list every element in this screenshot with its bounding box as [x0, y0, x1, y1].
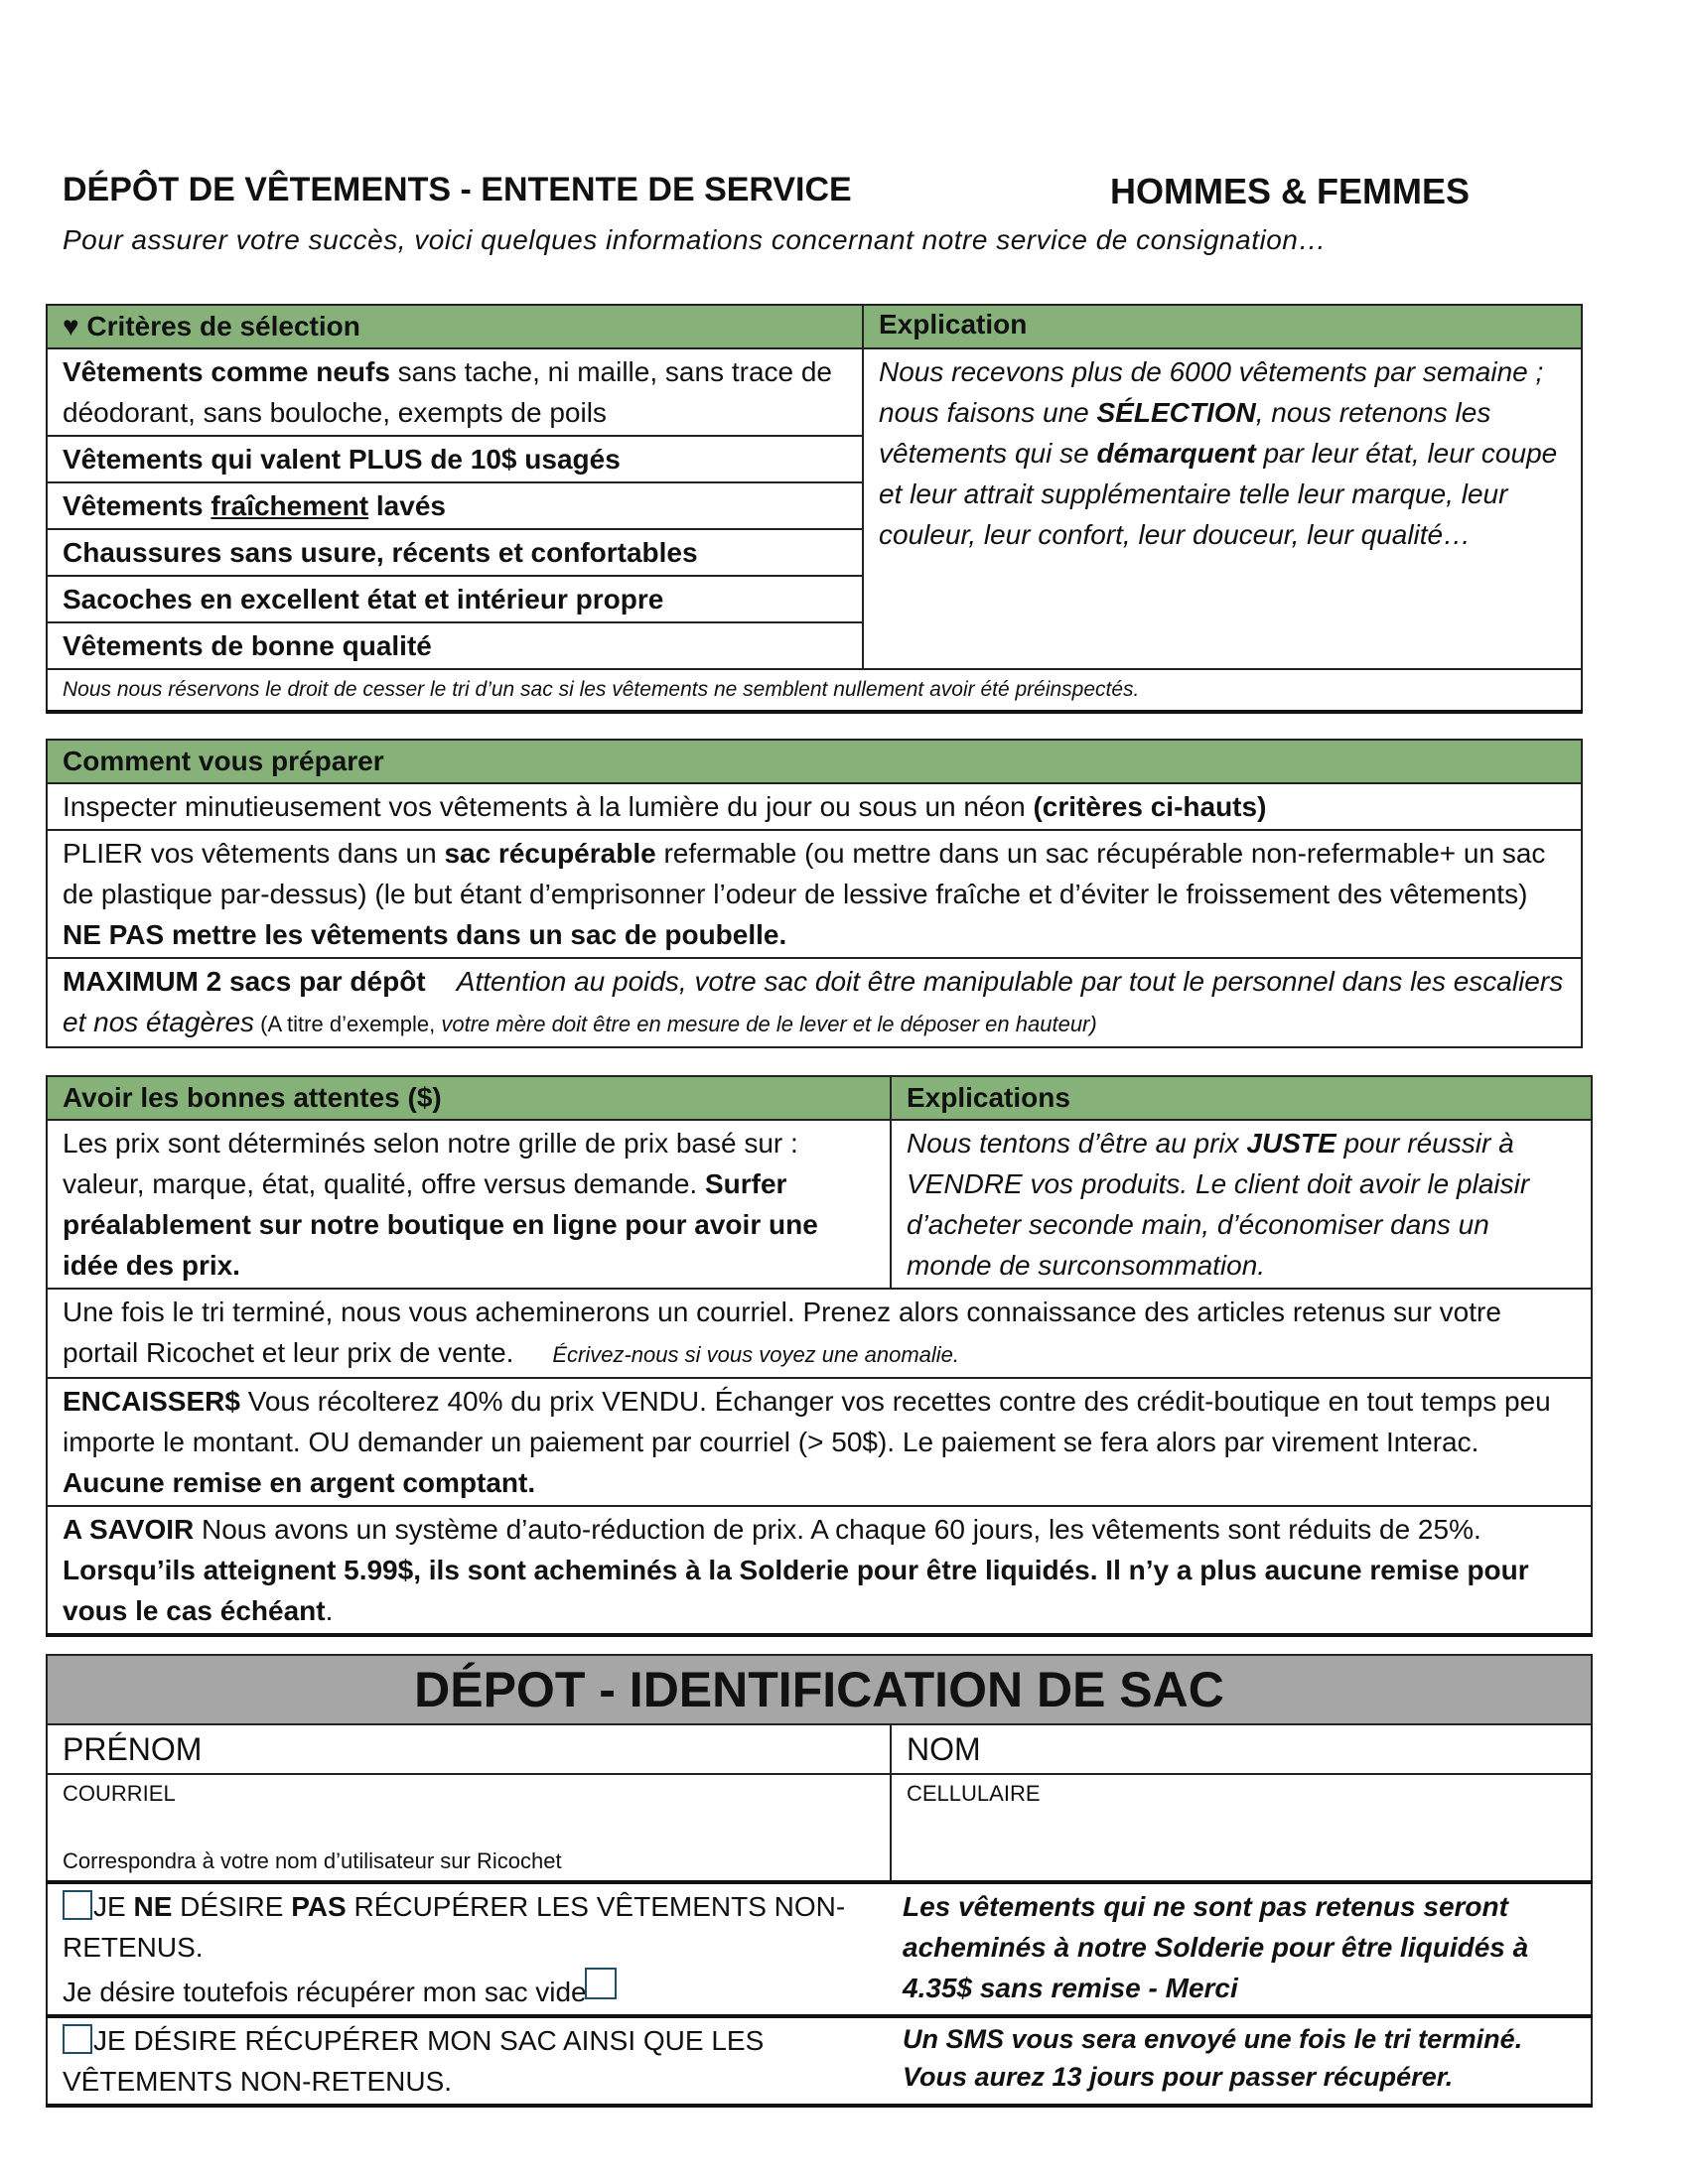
cash-out-row: ENCAISSER$ Vous récolterez 40% du prix VENDU. Échanger vos recettes contre des crédit-boutique en tout temps peu importe le montant. OU demander un paiement par courriel (> 50$). Le paiement se fera alors par virement Interac. Aucune remise en argent comptant.	[47, 1378, 1592, 1506]
preparation-row: MAXIMUM 2 sacs par dépôt Attention au poids, votre sac doit être manipulable par tout le personnel dans les escaliers et nos étagères (A titre d’exemple, votre mère doit être en mesure de le lever et le déposer en hauteur)	[47, 958, 1582, 1047]
email-field[interactable]	[47, 1774, 891, 1882]
criteria-row: Vêtements de bonne qualité	[47, 622, 863, 669]
criteria-footnote: Nous nous réservons le droit de cesser le tri d’un sac si les vêtements ne semblent nullement avoir été préinspectés.	[47, 669, 1582, 712]
option-return-all: JE DÉSIRE RÉCUPÉRER MON SAC AINSI QUE LES VÊTEMENTS NON-RETENUS.	[47, 2016, 891, 2106]
solderie-note: Les vêtements qui ne sont pas retenus seront acheminés à notre Solderie pour être liquidés à 4.35$ sans remise - Merci	[891, 1882, 1592, 2016]
expectations-header: Avoir les bonnes attentes ($)	[47, 1076, 891, 1120]
audience-label: HOMMES & FEMMES	[1110, 171, 1471, 211]
phone-field[interactable]	[891, 1774, 1592, 1882]
expectations-table	[46, 1075, 1593, 1637]
return-empty-bag-label: Je désire toutefois récupérer mon sac vide	[63, 1977, 587, 2007]
criteria-row: Vêtements fraîchement lavés	[47, 482, 863, 529]
criteria-row: Chaussures sans usure, récents et confortables	[47, 529, 863, 576]
price-reduction-row: A SAVOIR Nous avons un système d’auto-réduction de prix. A chaque 60 jours, les vêtements sont réduits de 25%. Lorsqu’ils atteignent 5.99$, ils sont acheminés à la Solderie pour être liquidés. Il n’y a plus aucune remise pour vous le cas échéant.	[47, 1506, 1592, 1635]
preparation-table	[46, 739, 1583, 1048]
criteria-table	[46, 304, 1583, 714]
checkbox-do-not-return[interactable]	[63, 1890, 92, 1920]
preparation-row: PLIER vos vêtements dans un sac récupérable refermable (ou mettre dans un sac récupérable non-refermable+ un sac de plastique par-dessus) (le but étant d’emprisonner l’odeur de lessive fraîche et d’éviter le froissement des vêtements) NE PAS mettre les vêtements dans un sac de poubelle.	[47, 830, 1582, 958]
email-notice-row: Une fois le tri terminé, nous vous acheminerons un courriel. Prenez alors connaissance des articles retenus sur votre portail Ricochet et leur prix de vente. Écrivez-nous si vous voyez une anomalie.	[47, 1289, 1592, 1378]
criteria-row: Vêtements comme neufs sans tache, ni maille, sans trace de déodorant, sans bouloche, exempts de poils	[47, 348, 863, 436]
form-title: DÉPOT - IDENTIFICATION DE SAC	[47, 1655, 1592, 1724]
criteria-row: Vêtements qui valent PLUS de 10$ usagés	[47, 436, 863, 482]
preparation-row: Inspecter minutieusement vos vêtements à la lumière du jour ou sous un néon (critères ci-hauts)	[47, 783, 1582, 830]
last-name-field[interactable]: NOM	[891, 1724, 1592, 1774]
heart-icon: ♥	[63, 311, 79, 341]
criteria-row: Sacoches en excellent état et intérieur propre	[47, 576, 863, 622]
explanation-text: Nous recevons plus de 6000 vêtements par semaine ; nous faisons une SÉLECTION, nous retenons les vêtements qui se démarquent par leur état, leur coupe et leur attrait supplémentaire telle leur marque, leur couleur, leur confort, leur douceur, leur qualité…	[863, 348, 1582, 669]
email-hint: Correspondra à votre nom d’utilisateur sur Ricochet	[63, 1848, 562, 1873]
document-header	[63, 171, 1512, 218]
expectations-explanation-header: Explications	[891, 1076, 1592, 1120]
pricing-explanation: Nous tentons d’être au prix JUSTE pour réussir à VENDRE vos produits. Le client doit avoir le plaisir d’acheter seconde main, d’économiser dans un monde de surconsommation.	[891, 1120, 1592, 1289]
criteria-header: ♥ Critères de sélection	[47, 305, 863, 348]
bag-identification-form	[46, 1654, 1593, 2108]
sms-note: Un SMS vous sera envoyé une fois le tri terminé. Vous aurez 13 jours pour passer récupérer.	[891, 2016, 1592, 2106]
first-name-field[interactable]: PRÉNOM	[47, 1724, 891, 1774]
email-label: COURRIEL	[63, 1781, 176, 1806]
checkbox-return-empty-bag[interactable]	[585, 1968, 617, 1999]
document-subtitle: Pour assurer votre succès, voici quelques informations concernant notre service de consignation…	[63, 224, 1327, 255]
option-do-not-return: JE NE DÉSIRE PAS RÉCUPÉRER LES VÊTEMENTS NON-RETENUS. Je désire toutefois récupérer mon sac vide	[47, 1882, 891, 2016]
checkbox-return-all[interactable]	[63, 2024, 92, 2054]
preparation-header: Comment vous préparer	[47, 740, 1582, 783]
pricing-text: Les prix sont déterminés selon notre grille de prix basé sur : valeur, marque, état, qualité, offre versus demande. Surfer préalablement sur notre boutique en ligne pour avoir une idée des prix.	[47, 1120, 891, 1289]
explanation-header: Explication	[863, 305, 1582, 348]
phone-label: CELLULAIRE	[907, 1781, 1041, 1806]
document-title: DÉPÔT DE VÊTEMENTS - ENTENTE DE SERVICE	[63, 171, 852, 208]
